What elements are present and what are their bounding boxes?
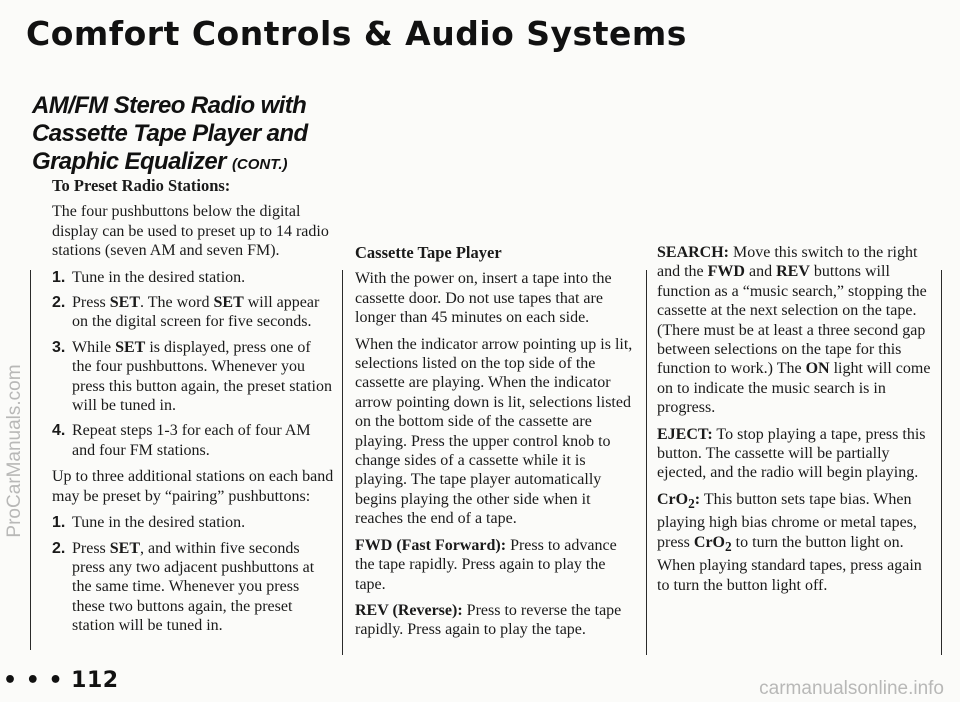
watermark-side: ProCarManuals.com — [4, 364, 25, 538]
step-text: is displayed, press one of the four pushbuttons. Whenever you press this button again, the preset station will be tuned in. — [72, 338, 332, 415]
eject-label: EJECT: — [657, 425, 713, 443]
step-text: While — [72, 338, 116, 356]
cro2-label-colon: : — [694, 490, 701, 508]
eject-paragraph — [657, 425, 937, 483]
rev-text: Press to reverse the tape rapidly. Press again to play the tape. — [355, 601, 622, 639]
eject-text: To stop playing a tape, press this button. The cassette will be partially ejected, and the radio will begin playing. — [657, 425, 926, 482]
column-tape-controls — [657, 243, 937, 602]
list-item — [52, 268, 334, 287]
column-rule — [342, 270, 343, 655]
section-title — [32, 92, 322, 179]
cassette-paragraph: When the indicator arrow pointing up is lit, selections listed on the top side of the cassette are playing. When the indicator arrow pointing down is lit, selections listed on the bottom side of the cassette are playing. Press the upper control knob to change sides of a cassette while it is playing. The tape player automatically begins playing the other side when it reaches the end of a tape. — [355, 335, 633, 528]
cro2-label-text: CrO — [657, 490, 689, 508]
cassette-heading: Cassette Tape Player — [355, 243, 502, 262]
step-text: . The word — [140, 294, 214, 312]
column-rule — [30, 270, 31, 650]
cro2-paragraph — [657, 490, 937, 595]
search-text: Move this switch to the right and the — [657, 244, 918, 281]
fwd-text: Press to advance the tape rapidly. Press again to play the tape. — [355, 536, 617, 593]
list-item — [52, 421, 334, 460]
fwd-label: FWD (Fast Forward): — [355, 536, 507, 554]
pairing-steps — [52, 513, 334, 635]
cro2-text: to turn the button light on. When playing standard tapes, press again to turn the button light off. — [657, 533, 922, 594]
column-cassette-player — [355, 243, 640, 647]
step-keyword: SET — [109, 294, 141, 312]
search-keyword: REV — [776, 263, 810, 281]
search-label: SEARCH: — [657, 244, 730, 261]
preset-heading: To Preset Radio Stations: — [52, 176, 231, 195]
preset-intro: The four pushbuttons below the digital display can be used to preset up to 14 radio stations (seven AM and seven FM). — [52, 203, 329, 260]
page-number: • • • 112 — [3, 668, 119, 693]
cro2-label-sub: 2 — [688, 496, 695, 512]
cassette-paragraph: With the power on, insert a tape into the cassette door. Do not use tapes that are longer than 45 minutes on each side. — [355, 270, 612, 327]
search-keyword: FWD — [707, 263, 745, 281]
list-item — [52, 293, 334, 332]
fwd-paragraph — [355, 536, 640, 594]
preset-steps — [52, 268, 334, 461]
list-item — [52, 539, 334, 636]
cro2-keyword-sub: 2 — [725, 539, 732, 555]
step-number: 1. — [52, 514, 66, 532]
section-title-text: AM/FM Stereo Radio with Cassette Tape Player and Graphic Equalizer — [32, 92, 308, 175]
column-preset-stations — [52, 176, 334, 643]
search-paragraph — [657, 243, 937, 418]
watermark-bottom: carmanualsonline.info — [759, 678, 944, 699]
cro2-keyword-text: CrO — [693, 533, 725, 551]
cro2-label — [657, 490, 701, 512]
page-header: Comfort Controls & Audio Systems — [26, 14, 687, 53]
search-text: buttons will function as a “music search,” stopping the cassette at the next selection on the tape. (There must be at least a three second gap between selections on the tape for this function to work.) The — [657, 263, 927, 378]
section-cont-label: (CONT.) — [231, 156, 288, 173]
cro2-keyword — [693, 533, 732, 555]
step-text: Press — [72, 294, 110, 312]
step-text: Tune in the desired station. — [72, 514, 246, 532]
step-text: will appear on the digital screen for five seconds. — [72, 294, 320, 331]
rev-label: REV (Reverse): — [355, 601, 463, 619]
step-number: 4. — [52, 422, 66, 440]
step-text: Repeat steps 1-3 for each of four AM and four FM stations. — [72, 422, 311, 459]
search-keyword: ON — [805, 360, 830, 378]
step-keyword: SET — [109, 539, 141, 557]
step-keyword: SET — [213, 294, 244, 312]
list-item — [52, 513, 334, 532]
cro2-text: This button sets tape bias. When playing high bias chrome or metal tapes, press — [657, 490, 917, 551]
step-number: 3. — [52, 338, 66, 356]
step-number: 1. — [52, 268, 66, 286]
pairing-intro: Up to three additional stations on each band may be preset by “pairing” pushbuttons: — [52, 468, 334, 505]
step-text: , and within five seconds press any two adjacent pushbuttons at the same time. Whenever you press these two buttons again, the preset station will be tuned in. — [72, 539, 315, 635]
list-item — [52, 338, 334, 416]
step-keyword: SET — [115, 338, 146, 356]
column-rule — [941, 270, 942, 655]
step-number: 2. — [52, 294, 66, 312]
rev-paragraph — [355, 601, 640, 640]
column-rule — [646, 270, 647, 655]
step-text: Press — [72, 539, 110, 557]
search-text: and — [744, 263, 777, 281]
step-number: 2. — [52, 539, 66, 557]
step-text: Tune in the desired station. — [72, 268, 246, 286]
search-text: light will come on to indicate the music search is in progress. — [657, 360, 931, 417]
